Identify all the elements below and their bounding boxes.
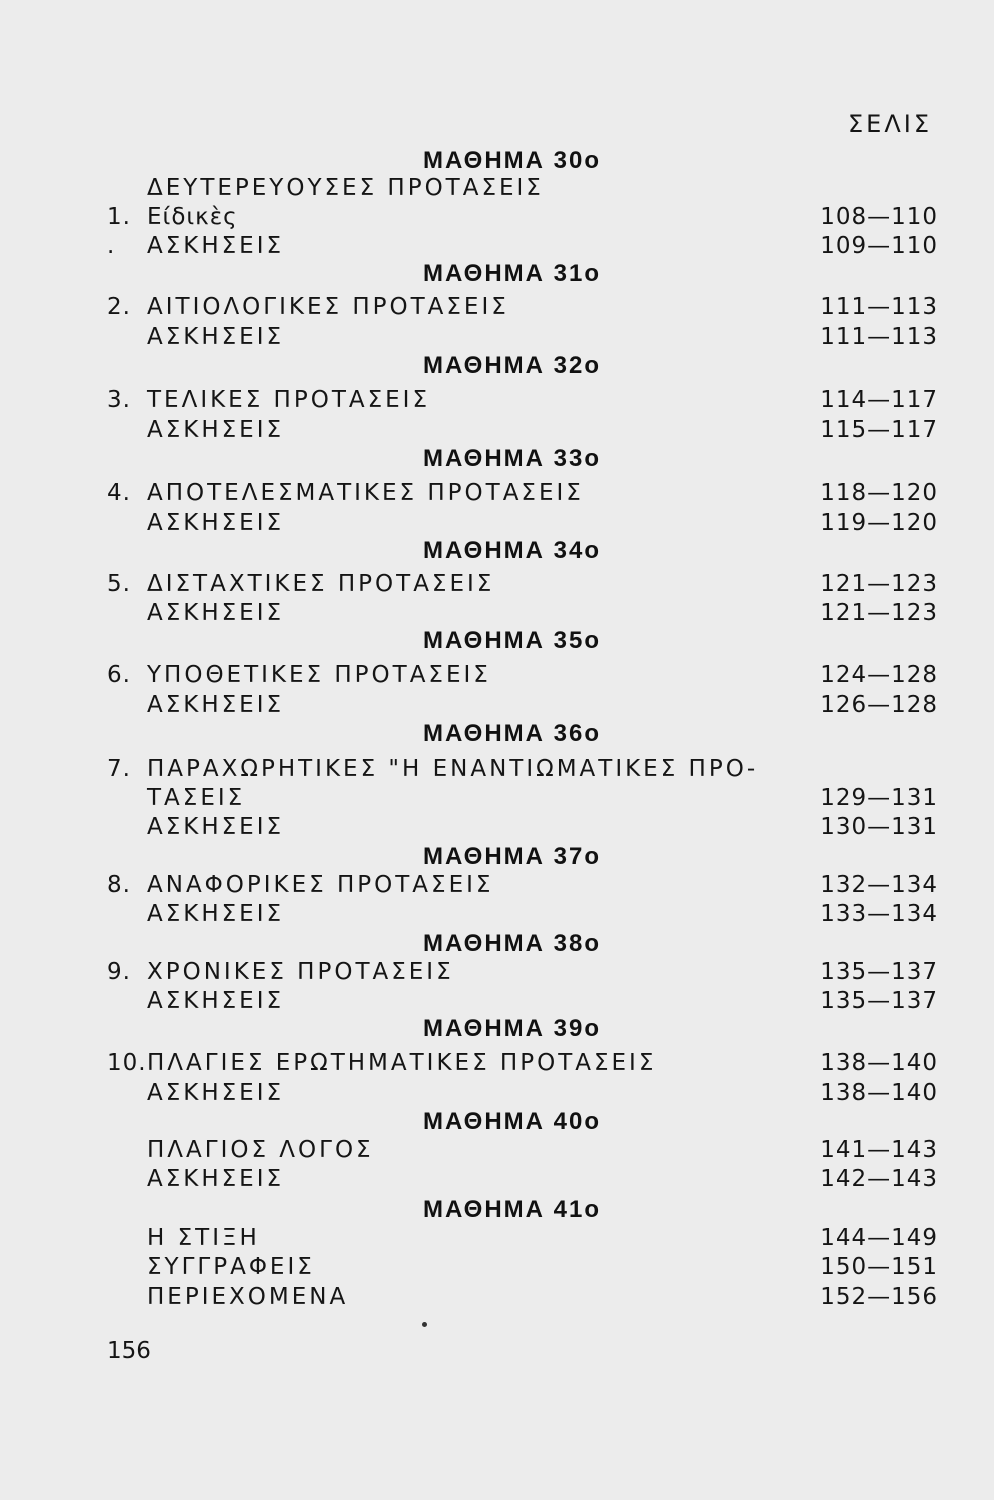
lesson-heading: ΜΑΘΗΜΑ 39ο: [422, 1015, 602, 1042]
entry-title: ΑΣΚΗΣΕΙΣ: [147, 324, 285, 350]
entry-pages: 126—128: [820, 692, 938, 718]
entry-title: ΤΕΛΙΚΕΣ ΠΡΟΤΑΣΕΙΣ: [147, 387, 430, 413]
entry-title: ΧΡΟΝΙΚΕΣ ΠΡΟΤΑΣΕΙΣ: [147, 959, 454, 985]
entry-title: ΠΛΑΓΙΟΣ ΛΟΓΟΣ: [147, 1137, 374, 1163]
entry-pages: 124—128: [820, 662, 938, 688]
entry-title: ΑΣΚΗΣΕΙΣ: [147, 417, 285, 443]
toc-entry: [0, 901, 994, 931]
toc-entry: [0, 510, 994, 540]
entry-title: ΠΕΡΙΕΧΟΜΕΝΑ: [147, 1284, 349, 1310]
lesson-heading: ΜΑΘΗΜΑ 30ο: [422, 147, 602, 174]
entry-title: ΑΠΟΤΕΛΕΣΜΑΤΙΚΕΣ ΠΡΟΤΑΣΕΙΣ: [147, 480, 584, 506]
entry-number: 8.: [107, 872, 131, 898]
entry-title: ΑΝΑΦΟΡΙΚΕΣ ΠΡΟΤΑΣΕΙΣ: [147, 872, 494, 898]
entry-pages: 133—134: [820, 901, 938, 927]
entry-title: ΥΠΟΘΕΤΙΚΕΣ ΠΡΟΤΑΣΕΙΣ: [147, 662, 491, 688]
page-column-header: ΣΕΛΙΣ: [848, 110, 932, 138]
entry-title: ΠΛΑΓΙΕΣ ΕΡΩΤΗΜΑΤΙΚΕΣ ΠΡΟΤΑΣΕΙΣ: [147, 1050, 657, 1076]
toc-entry: [0, 571, 994, 601]
entry-pages: 150—151: [820, 1254, 938, 1280]
entry-title: ΑΣΚΗΣΕΙΣ: [147, 233, 285, 259]
entry-title: ΑΙΤΙΟΛΟΓΙΚΕΣ ΠΡΟΤΑΣΕΙΣ: [147, 294, 509, 320]
entry-pages: 115—117: [820, 417, 938, 443]
lesson-heading: ΜΑΘΗΜΑ 31ο: [422, 260, 602, 287]
entry-title: Η ΣΤΙΞΗ: [147, 1225, 260, 1251]
entry-pages: 152—156: [820, 1284, 938, 1310]
entry-title: ΑΣΚΗΣΕΙΣ: [147, 1166, 285, 1192]
entry-title: ΣΥΓΓΡΑΦΕΙΣ: [147, 1254, 315, 1280]
entry-title: Είδικὲς: [147, 204, 238, 230]
entry-pages: 138—140: [820, 1050, 938, 1076]
entry-number: 1.: [107, 204, 131, 230]
lesson-heading: ΜΑΘΗΜΑ 33ο: [422, 445, 602, 472]
entry-pages: 142—143: [820, 1166, 938, 1192]
toc-entry: [0, 324, 994, 354]
toc-entry: [0, 1137, 994, 1167]
toc-entry: [0, 233, 994, 263]
toc-entry: [0, 1284, 994, 1314]
entry-pages: 135—137: [820, 988, 938, 1014]
toc-entry: [0, 600, 994, 630]
entry-title: ΤΑΣΕΙΣ: [147, 785, 246, 811]
entry-pages: 138—140: [820, 1080, 938, 1106]
toc-entry: [0, 988, 994, 1018]
entry-pages: 121—123: [820, 571, 938, 597]
toc-entry: [0, 756, 994, 786]
lesson-heading: ΜΑΘΗΜΑ 36ο: [422, 720, 602, 747]
entry-number: 10.: [107, 1050, 147, 1076]
entry-number: 5.: [107, 571, 131, 597]
entry-number: 9.: [107, 959, 131, 985]
entry-pages: 135—137: [820, 959, 938, 985]
entry-pages: 111—113: [820, 324, 938, 350]
entry-title: ΠΑΡΑΧΩΡΗΤΙΚΕΣ "Η ΕΝΑΝΤΙΩΜΑΤΙΚΕΣ ΠΡΟ-: [147, 756, 759, 782]
entry-title: ΑΣΚΗΣΕΙΣ: [147, 510, 285, 536]
page-number: 156: [107, 1338, 151, 1364]
entry-title: ΔΙΣΤΑΧΤΙΚΕΣ ΠΡΟΤΑΣΕΙΣ: [147, 571, 495, 597]
lesson-heading: ΜΑΘΗΜΑ 32ο: [422, 352, 602, 379]
entry-pages: 130—131: [820, 814, 938, 840]
lesson-heading: ΜΑΘΗΜΑ 34ο: [422, 537, 602, 564]
lesson-heading: ΜΑΘΗΜΑ 40ο: [422, 1108, 602, 1135]
toc-entry: [0, 692, 994, 722]
toc-entry: [0, 1050, 994, 1080]
toc-entry: [0, 1254, 994, 1284]
entry-pages: 144—149: [820, 1225, 938, 1251]
lesson-heading: ΜΑΘΗΜΑ 38ο: [422, 930, 602, 957]
entry-pages: 119—120: [820, 510, 938, 536]
toc-entry: [0, 1225, 994, 1255]
entry-title: ΑΣΚΗΣΕΙΣ: [147, 600, 285, 626]
entry-pages: 132—134: [820, 872, 938, 898]
entry-title: ΔΕΥΤΕΡΕΥΟΥΣΕΣ ΠΡΟΤΑΣΕΙΣ: [147, 175, 544, 201]
entry-pages: 109—110: [820, 233, 938, 259]
toc-entry: [0, 204, 994, 234]
lesson-heading: ΜΑΘΗΜΑ 37ο: [422, 843, 602, 870]
toc-entry: [0, 417, 994, 447]
entry-title: ΑΣΚΗΣΕΙΣ: [147, 692, 285, 718]
entry-pages: 108—110: [820, 204, 938, 230]
entry-title: ΑΣΚΗΣΕΙΣ: [147, 814, 285, 840]
toc-entry: [0, 785, 994, 815]
entry-pages: 121—123: [820, 600, 938, 626]
entry-number: 3.: [107, 387, 131, 413]
entry-number: 4.: [107, 480, 131, 506]
entry-title: ΑΣΚΗΣΕΙΣ: [147, 901, 285, 927]
entry-pages: 129—131: [820, 785, 938, 811]
toc-entry: [0, 387, 994, 417]
entry-pages: 111—113: [820, 294, 938, 320]
toc-entry: [0, 959, 994, 989]
ink-speck: [422, 1322, 427, 1327]
entry-pages: 141—143: [820, 1137, 938, 1163]
lesson-heading: ΜΑΘΗΜΑ 35ο: [422, 627, 602, 654]
toc-entry: [0, 480, 994, 510]
entry-number: 2.: [107, 294, 131, 320]
toc-entry: [0, 662, 994, 692]
lesson-heading: ΜΑΘΗΜΑ 41ο: [422, 1196, 602, 1223]
entry-number: 6.: [107, 662, 131, 688]
toc-entry: [0, 175, 994, 205]
toc-entry: [0, 872, 994, 902]
entry-number: .: [107, 233, 116, 259]
entry-pages: 114—117: [820, 387, 938, 413]
entry-number: 7.: [107, 756, 131, 782]
toc-entry: [0, 1080, 994, 1110]
toc-entry: [0, 1166, 994, 1196]
toc-entry: [0, 294, 994, 324]
entry-pages: 118—120: [820, 480, 938, 506]
entry-title: ΑΣΚΗΣΕΙΣ: [147, 1080, 285, 1106]
toc-entry: [0, 814, 994, 844]
entry-title: ΑΣΚΗΣΕΙΣ: [147, 988, 285, 1014]
